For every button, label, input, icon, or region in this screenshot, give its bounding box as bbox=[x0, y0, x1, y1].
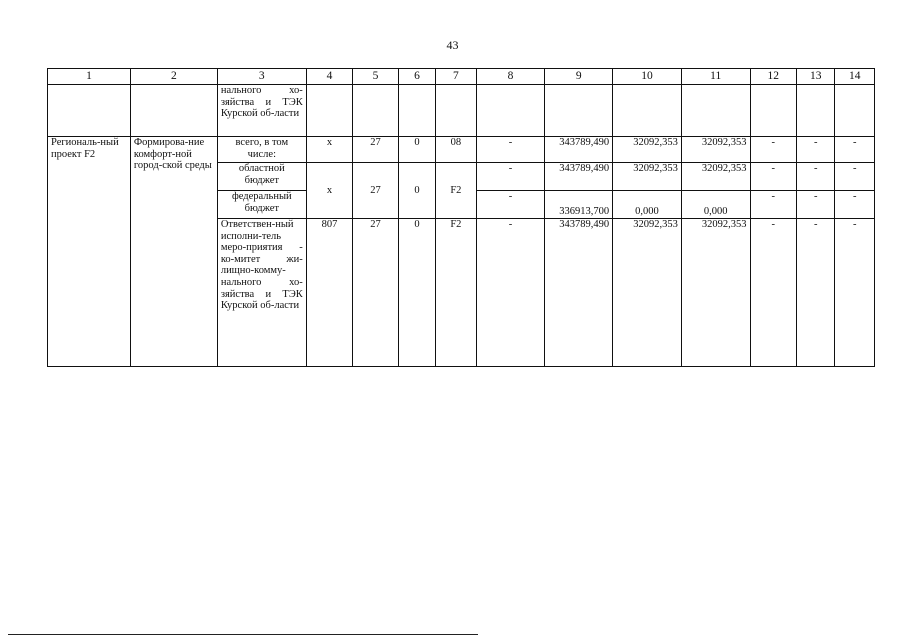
page-number: 43 bbox=[446, 38, 459, 52]
column-header: 6 bbox=[398, 69, 435, 85]
column-header: 3 bbox=[217, 69, 306, 85]
column-header: 14 bbox=[835, 69, 875, 85]
column-header: 10 bbox=[613, 69, 682, 85]
header-row bbox=[48, 69, 875, 85]
cell-value: 32092,353 bbox=[613, 137, 682, 163]
column-header: 13 bbox=[797, 69, 835, 85]
table-row-continuation bbox=[48, 85, 875, 137]
cell-value: F2 bbox=[436, 163, 476, 219]
cell-value: 27 bbox=[353, 137, 398, 163]
cell-value: 343789,490 bbox=[545, 163, 613, 191]
cell-value: 32092,353 bbox=[681, 163, 750, 191]
cell-value: - bbox=[476, 191, 545, 219]
cell-value: 27 bbox=[353, 163, 398, 219]
cell-value: 32092,353 bbox=[681, 219, 750, 367]
column-header: 4 bbox=[306, 69, 353, 85]
cell-value: - bbox=[797, 163, 835, 191]
column-header: 9 bbox=[545, 69, 613, 85]
cell-value: - bbox=[797, 219, 835, 367]
table-row-total bbox=[48, 137, 875, 163]
cell-value: - bbox=[750, 219, 797, 367]
column-header: 12 bbox=[750, 69, 797, 85]
project-goal: Формирова-ние комфорт-ной город-ской среды bbox=[130, 137, 217, 367]
cell-value: 32092,353 bbox=[613, 163, 682, 191]
cell-value: 0 bbox=[398, 219, 435, 367]
cell-value: х bbox=[306, 137, 353, 163]
cell-value: - bbox=[835, 163, 875, 191]
executor-text: Ответствен-ный исполни-тель меро-приятия - ко-митет жи-лищно-комму-нального хо-зяйства и ТЭК Курской об-ласти bbox=[217, 219, 306, 367]
cell-value: 0,000 bbox=[613, 191, 682, 219]
row-label: федеральный бюджет bbox=[217, 191, 306, 219]
column-header: 5 bbox=[353, 69, 398, 85]
column-header: 7 bbox=[436, 69, 476, 85]
row-label: областной бюджет bbox=[217, 163, 306, 191]
cell-value: 343789,490 bbox=[545, 137, 613, 163]
continuation-text: нального хо-зяйства и ТЭК Курской об-ласти bbox=[217, 85, 306, 137]
budget-table bbox=[47, 68, 875, 367]
cell-value: 08 bbox=[436, 137, 476, 163]
cell-value: - bbox=[835, 219, 875, 367]
cell-value: 0,000 bbox=[681, 191, 750, 219]
cell-value: - bbox=[797, 137, 835, 163]
cell-value: 807 bbox=[306, 219, 353, 367]
footer-rule bbox=[8, 634, 478, 635]
cell-value: - bbox=[750, 191, 797, 219]
column-header: 1 bbox=[48, 69, 131, 85]
cell-value: - bbox=[835, 191, 875, 219]
cell-value: х bbox=[306, 163, 353, 219]
cell-value: - bbox=[835, 137, 875, 163]
cell-value: 32092,353 bbox=[681, 137, 750, 163]
column-header: 8 bbox=[476, 69, 545, 85]
cell-value: - bbox=[476, 137, 545, 163]
cell-value: 32092,353 bbox=[613, 219, 682, 367]
cell-value: 0 bbox=[398, 137, 435, 163]
cell-value: F2 bbox=[436, 219, 476, 367]
cell-value: 27 bbox=[353, 219, 398, 367]
project-name: Региональ-ный проект F2 bbox=[48, 137, 131, 367]
cell-value: 336913,700 bbox=[545, 191, 613, 219]
cell-value: - bbox=[476, 219, 545, 367]
cell-value: - bbox=[797, 191, 835, 219]
cell-value: 343789,490 bbox=[545, 219, 613, 367]
column-header: 2 bbox=[130, 69, 217, 85]
cell-value: - bbox=[750, 137, 797, 163]
row-label: всего, в том числе: bbox=[217, 137, 306, 163]
cell-value: 0 bbox=[398, 163, 435, 219]
cell-value: - bbox=[750, 163, 797, 191]
cell-value: - bbox=[476, 163, 545, 191]
column-header: 11 bbox=[681, 69, 750, 85]
